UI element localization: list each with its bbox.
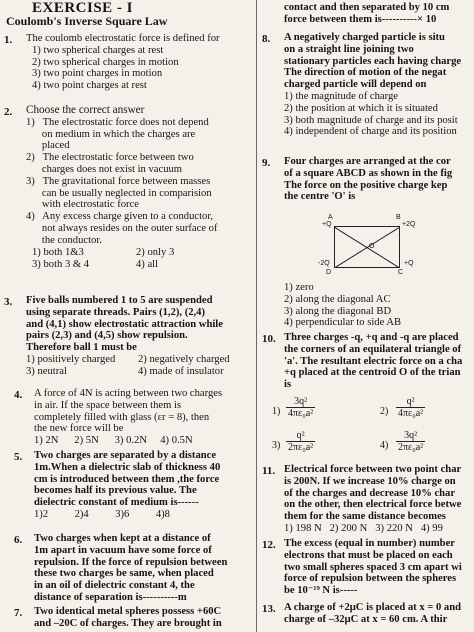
q11-line: of the charges and decrease 10% char <box>284 487 456 499</box>
q6-line: in an oil of dielectric constant 4, the <box>34 580 195 592</box>
q3-line: Therefore ball 1 must be <box>26 342 137 354</box>
q2-statement-line: on medium in which the charges are <box>26 128 196 140</box>
q10-line: is <box>284 379 292 391</box>
q9-line: The force on the positive charge kep <box>284 179 448 191</box>
q10-line: the corners of an equilateral triangle of <box>284 343 462 355</box>
q4-line: completely filled with glass (εr = 8), then <box>34 411 210 423</box>
q7-number: 7. <box>14 607 23 619</box>
square-abcd <box>334 226 400 268</box>
q9-options <box>284 282 474 329</box>
q7-line: Two identical metal spheres possess +60C <box>34 606 222 617</box>
q2-statement-line: not always resides on the outer surface of <box>26 222 218 234</box>
q9-option-1: 1) zero <box>284 282 314 293</box>
q4-number: 4. <box>14 389 23 401</box>
question-4 <box>34 388 256 447</box>
q1-option-3: 3) two point charges in motion <box>32 68 163 80</box>
question-1 <box>26 33 256 92</box>
q3-line: using separate threads. Pairs (1,2), (2,4) <box>26 306 206 318</box>
label-c: C <box>398 269 404 276</box>
q3-option-4: 4) made of insulator <box>138 365 224 377</box>
question-6 <box>34 533 256 604</box>
q10-number: 10. <box>262 333 276 345</box>
question-8 <box>284 32 474 138</box>
q10-line: Three charges -q, +q and -q are placed <box>284 332 459 343</box>
q7-cont-line: contact and then separated by 10 cm <box>284 2 450 13</box>
label-d: D <box>326 269 332 276</box>
q8-line: on a straight line joining two <box>284 43 414 55</box>
question-7 <box>34 606 256 630</box>
q11-line: them for the same distance becomes <box>284 511 446 523</box>
q7-line: and –20C of charges. They are brought in <box>34 617 222 629</box>
question-13 <box>284 602 474 626</box>
q2-option-4: 4) all <box>136 258 159 270</box>
question-10 <box>284 332 474 391</box>
q12-line: The excess (equal in number) number <box>284 538 455 549</box>
q10-options: 1) $\frac{\text{3q²}}{\text{4πε₀a²}}$ 2) $\frac{\text{q²}}{\text{4πε₀a²}}$ 3) $\frac{\text{q²}}{\text{2πε₀a²}}$ 4) $\frac{\text{3q²}}{\text{2πε₀a²}}$ <box>272 396 424 453</box>
q5-line: Two charges are separated by a distance <box>34 450 217 461</box>
q8-option-3: 3) both magnitude of charge and its posit <box>284 114 458 126</box>
q3-option-2: 2) negatively charged <box>138 353 230 365</box>
q1-stem: The coulomb electrostatic force is defined for <box>26 33 220 44</box>
q6-number: 6. <box>14 534 23 546</box>
q5-number: 5. <box>14 451 23 463</box>
q1-option-4: 4) two point charges at rest <box>32 80 147 92</box>
q10-option-1: $\frac{\text{3q²}}{\text{4πε₀a²}}$ <box>288 396 314 419</box>
q3-line: and (4,1) show electrostatic attraction while <box>26 318 223 330</box>
q10-line: 'a'. The resultant electric force on a cha <box>284 355 463 367</box>
q4-line: A force of 4N is acting between two charges <box>34 388 223 399</box>
q1-number: 1. <box>4 34 13 46</box>
q2-statement-line: placed <box>26 140 70 152</box>
question-5 <box>34 450 256 521</box>
q10-option-2: $\frac{\text{q²}}{\text{4πε₀a²}}$ <box>398 396 424 419</box>
q9-line: of a square ABCD as shown in the fig <box>284 167 453 179</box>
q12-number: 12. <box>262 539 276 551</box>
question-11 <box>284 464 474 535</box>
question-12 <box>284 538 474 597</box>
q8-number: 8. <box>262 33 271 45</box>
q3-option-1: 1) positively charged <box>26 353 116 365</box>
q7-continuation <box>284 2 474 26</box>
q8-option-2: 2) the position at which it is situated <box>284 102 438 114</box>
q10-option-4: $\frac{\text{3q²}}{\text{2πε₀a²}}$ <box>398 430 424 453</box>
q3-option-3: 3) neutral <box>26 365 67 377</box>
q3-number: 3. <box>4 296 13 308</box>
q1-option-1: 1) two spherical charges at rest <box>32 44 164 56</box>
q5-line: becomes half its previous value. The <box>34 485 197 497</box>
q5-options: 1)2 2)4 3)6 4)8 <box>34 508 170 520</box>
q9-option-4: 4) perpendicular to side AB <box>284 317 402 329</box>
label-b: B <box>396 214 401 221</box>
q2-statement-line: with electrostatic force <box>26 199 139 211</box>
q8-option-4: 4) independent of charge and its position <box>284 126 457 138</box>
q9-option-3: 3) along the diagonal BD <box>284 305 392 317</box>
question-2 <box>26 105 256 271</box>
square-figure <box>318 214 428 278</box>
q2-option-1: 1) both 1&3 <box>32 246 84 258</box>
q8-line: charged particle will depend on <box>284 79 427 91</box>
q5-line: 1m.When a dielectric slab of thickness 40 <box>34 461 221 473</box>
q2-options <box>26 247 256 271</box>
q9-line: Four charges are arranged at the cor <box>284 156 451 167</box>
label-o: O <box>369 243 375 250</box>
exercise-title: EXERCISE - I <box>32 0 134 16</box>
q11-line: Electrical force between two point char <box>284 464 462 475</box>
q6-line: repulsion. If the force of repulsion between <box>34 556 228 568</box>
q12-line: force of repulsion between the spheres <box>284 573 457 585</box>
q2-statement-line: charges does not exist in vacuum <box>26 163 183 175</box>
charge-a: +Q <box>322 221 332 228</box>
q2-option-3: 3) both 3 & 4 <box>32 258 90 270</box>
q12-line: electrons that must be placed on each <box>284 549 453 561</box>
q2-statement-line: the conductor. <box>26 234 102 246</box>
q11-line: on the other, then electrical force betwe <box>284 499 462 511</box>
q2-statement-line: can be usually neglected in comparision <box>26 187 212 199</box>
q2-statement-line: 3) The gravitational force between masses <box>26 175 211 187</box>
q2-option-2: 2) only 3 <box>136 246 175 258</box>
q10-line: +q placed at the centroid O of the trian <box>284 367 461 379</box>
q11-line: is 200N. If we increase 10% charge on <box>284 475 456 487</box>
q5-line: dielectric constant of medium is------ <box>34 497 199 509</box>
charge-c: +Q <box>404 260 414 267</box>
q2-statement-line: 1) The electrostatic force does not depend <box>26 116 209 128</box>
q12-line: two small spheres spaced 3 cm apart wi <box>284 561 462 573</box>
section-subtitle: Coulomb's Inverse Square Law <box>6 14 168 28</box>
question-9 <box>284 156 474 203</box>
q13-number: 13. <box>262 603 276 615</box>
q8-line: stationary particles each having charge <box>284 55 462 67</box>
q2-statement-line: 2) The electrostatic force between two <box>26 152 194 164</box>
q8-line: The direction of motion of the negat <box>284 67 447 79</box>
q11-number: 11. <box>262 465 276 477</box>
charge-d: -2Q <box>318 260 330 267</box>
q9-number: 9. <box>262 157 271 169</box>
q6-line: these two charges be same, when placed <box>34 568 214 580</box>
q12-line: be 10⁻¹⁹ N is----- <box>284 585 358 597</box>
q3-options <box>26 354 256 378</box>
charge-b: +2Q <box>402 221 416 228</box>
q4-options: 1) 2N 2) 5N 3) 0.2N 4) 0.5N <box>34 435 193 447</box>
q3-line: pairs (2,3) and (4,5) show repulsion. <box>26 330 188 342</box>
right-column <box>258 0 474 632</box>
q1-option-2: 2) two spherical charges in motion <box>32 56 179 68</box>
q13-line: charge of –32μC at x = 60 cm. A thir <box>284 613 448 625</box>
label-a: A <box>328 214 333 221</box>
q9-option-2: 2) along the diagonal AC <box>284 293 391 305</box>
q8-option-1: 1) the magnitude of charge <box>284 90 398 102</box>
q6-line: 1m apart in vacuum have some force of <box>34 544 212 556</box>
q8-line: A negatively charged particle is situ <box>284 32 445 43</box>
q7-cont-line: force between them is----------× 10 <box>284 13 437 25</box>
q5-line: cm is introduced between them ,the force <box>34 473 220 485</box>
q9-line: the centre 'O' is <box>284 191 356 203</box>
q10-option-3: $\frac{\text{q²}}{\text{2πε₀a²}}$ <box>288 430 314 453</box>
question-3 <box>26 295 256 378</box>
column-divider <box>256 0 257 632</box>
q6-line: distance of separation is----------m <box>34 591 187 603</box>
q4-line: in air. If the space between them is <box>34 399 182 411</box>
q2-stem: Choose the correct answer <box>26 104 145 116</box>
q4-line: the new force will be <box>34 423 124 435</box>
q13-line: A charge of +2μC is placed at x = 0 and <box>284 602 461 613</box>
q2-number: 2. <box>4 106 13 118</box>
q3-line: Five balls numbered 1 to 5 are suspended <box>26 295 213 306</box>
q11-options: 1) 198 N 2) 200 N 3) 220 N 4) 99 <box>284 522 443 534</box>
q2-statement-line: 4) Any excess charge given to a conductor, <box>26 211 214 223</box>
q6-line: Two charges when kept at a distance of <box>34 533 211 544</box>
